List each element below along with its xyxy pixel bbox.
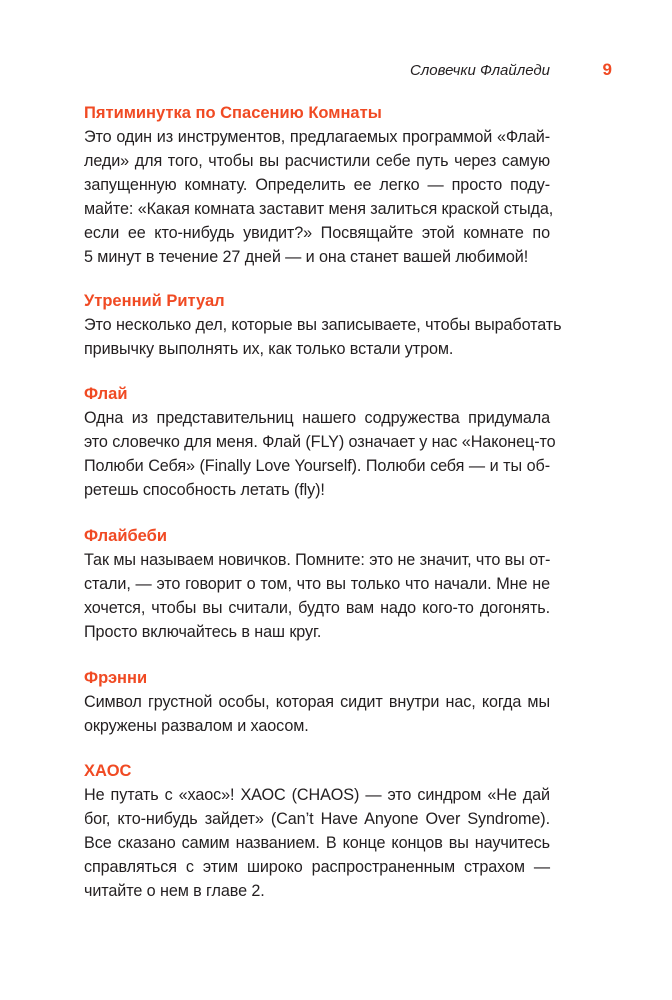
glossary-entry [84,759,550,903]
entry-text-line: 5 минут в течение 27 дней — и она станет вашей любимой! [84,248,529,266]
entry-text-line: ретешь способность летать (fly)! [84,481,325,499]
entry-heading: Пятиминутка по Спасению Комнаты [84,104,382,122]
entry-text-line: привычку выполнять их, как только встали утром. [84,340,454,358]
entry-text-line: Так мы называем новичков. Помните: это не значит, что вы от- [84,551,551,569]
entry-heading: Флайбеби [84,527,167,545]
entry-text-line: это словечко для меня. Флай (FLY) означает у нас «Наконец-то [84,433,556,451]
entry-text-line: Это несколько дел, которые вы записываете, чтобы выработать [84,316,562,334]
page-number: 9 [602,60,612,79]
entry-text-line: Это один из инструментов, предлагаемых программой «Флай- [84,128,550,146]
glossary-entry [84,289,562,361]
entry-text-line: стали, — это говорит о том, что вы только что начали. Мне не [84,575,550,593]
entry-text-line: справляться с этим широко распространенным страхом — [84,858,550,876]
entry-text-line: Одна из представительниц нашего содружества придумала [84,409,550,427]
entry-text-line: Просто включайтесь в наш круг. [84,623,322,641]
entry-heading: Утренний Ритуал [84,292,225,310]
entry-text-line: Полюби Себя» (Finally Love Yourself). Полюби себя — и ты об- [84,457,550,475]
entry-text-line: Все сказано самим названием. В конце концов вы научитесь [84,834,550,852]
entry-text-line: леди» для того, чтобы вы расчистили себе путь через самую [84,152,550,170]
entry-text-line: читайте о нем в главе 2. [84,882,265,900]
entry-text-line: бог, кто-нибудь зайдет» (Can’t Have Anyone Over Syndrome). [84,810,550,828]
entry-text-line: майте: «Какая комната заставит меня залиться краской стыда, [84,200,554,218]
glossary-entry [84,101,554,269]
glossary-entry [84,524,550,644]
entry-text-line: Не путать с «хаос»! ХАОС (CHAOS) — это синдром «Не дай [84,786,550,804]
entry-text-line: Символ грустной особы, которая сидит внутри нас, когда мы [84,693,550,711]
entry-text-line: хочется, чтобы вы считали, будто вам надо кого-то догонять. [84,599,550,617]
glossary-entry [84,666,550,738]
entry-text-line: запущенную комнату. Определить ее легко — просто поду- [84,176,550,194]
entry-heading: Фрэнни [84,669,148,687]
running-header-title: Словечки Флайледи [410,62,550,79]
entry-text-line: если ее кто-нибудь увидит?» Посвящайте этой комнате по [84,224,550,242]
entry-text-line: окружены развалом и хаосом. [84,717,309,735]
entry-heading: ХАОС [84,762,132,780]
glossary-entry [84,382,556,502]
entry-heading: Флай [84,385,128,403]
